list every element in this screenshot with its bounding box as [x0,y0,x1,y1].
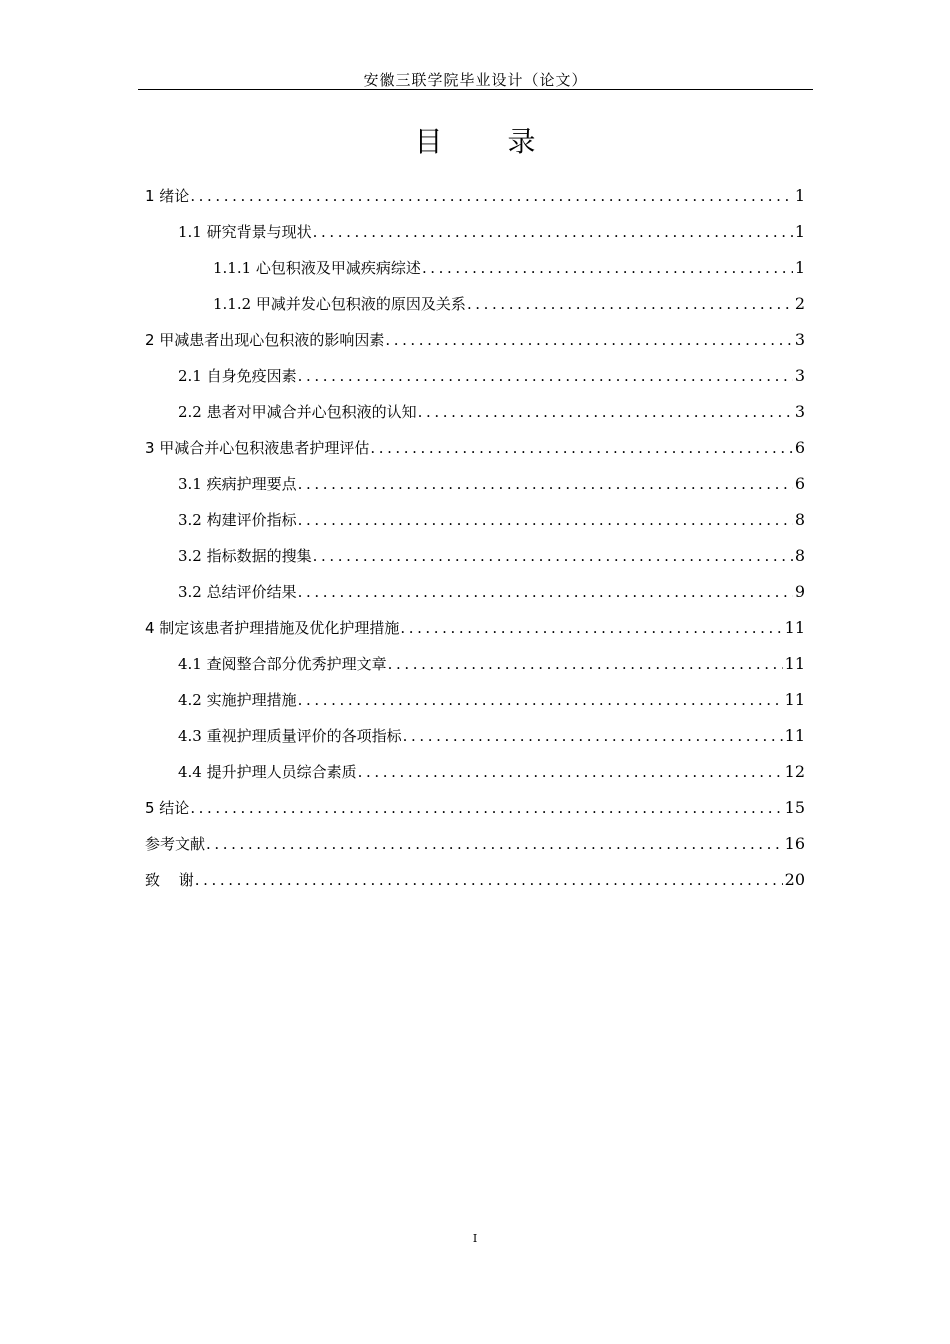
toc-entry-label: 5 结论 [145,799,190,817]
toc-dot-leader [298,366,793,386]
toc-dot-leader [195,870,783,890]
toc-entry-page: 11 [784,654,805,673]
toc-dot-leader [388,654,783,674]
toc-dot-leader [313,546,793,566]
toc-entry-label: 3.2 指标数据的搜集 [178,547,312,565]
toc-entry-page: 3 [794,366,805,385]
toc-entry-page: 6 [794,474,805,493]
page-number: I [472,1232,478,1245]
toc-dot-leader [358,762,783,782]
page-title: 目 录 [414,125,564,158]
toc-dot-leader [298,582,793,602]
toc-entry-label: 3 甲减合并心包积液患者护理评估 [145,439,370,457]
toc-entry-label: 3.1 疾病护理要点 [178,475,297,493]
toc-entry-page: 1 [794,222,805,241]
toc-entry[interactable] [145,830,805,854]
toc-entry[interactable] [178,470,805,494]
toc-dot-leader [400,618,782,638]
toc-entry[interactable] [213,290,805,314]
toc-entry-label: 1.1 研究背景与现状 [178,223,312,241]
toc-entry-page: 3 [794,330,805,349]
toc-dot-leader [206,834,783,854]
toc-entry-page: 1 [794,186,805,205]
toc-entry-label: 4.4 提升护理人员综合素质 [178,763,357,781]
toc-dot-leader [385,330,792,350]
toc-entry[interactable] [178,650,805,674]
toc-dot-leader [298,474,793,494]
toc-dot-leader [467,294,793,314]
toc-entry-label: 2 甲减患者出现心包积液的影响因素 [145,331,385,349]
toc-entry-label: 1 绪论 [145,187,190,205]
toc-entry-label: 1.1.1 心包积液及甲减疾病综述 [213,259,421,277]
toc-entry-label: 4.2 实施护理措施 [178,691,297,709]
toc-entry[interactable] [178,722,805,746]
toc-entry-page: 6 [794,438,805,457]
toc-entry[interactable] [145,434,805,458]
toc-entry[interactable] [178,398,805,422]
toc-entry[interactable] [178,218,805,242]
toc-dot-leader [298,510,793,530]
toc-entry-label: 2.1 自身免疫因素 [178,367,297,385]
toc-entry-page: 1 [794,258,805,277]
toc-entry[interactable] [178,542,805,566]
toc-entry-page: 9 [794,582,805,601]
toc-entry-page: 2 [794,294,805,313]
toc-entry-label: 4 制定该患者护理措施及优化护理措施 [145,619,400,637]
toc-entry[interactable] [178,578,805,602]
toc-entry-page: 20 [784,870,805,889]
toc-dot-leader [190,798,782,818]
toc-entry[interactable] [178,362,805,386]
toc-dot-leader [422,258,793,278]
toc-entry[interactable] [178,686,805,710]
toc-dot-leader [418,402,793,422]
toc-entry-label: 4.3 重视护理质量评价的各项指标 [178,727,402,745]
toc-dot-leader [298,690,783,710]
toc-entry[interactable] [145,794,805,818]
toc-entry-label: 致 谢 [145,871,194,889]
header-rule [138,89,813,90]
toc-entry-page: 16 [784,834,805,853]
toc-entry-page: 8 [794,510,805,529]
toc-entry[interactable] [145,182,805,206]
toc-dot-leader [190,186,793,206]
toc-entry-page: 11 [784,618,805,637]
running-header: 安徽三联学院毕业设计（论文） [363,71,588,89]
toc-entry-page: 3 [794,402,805,421]
toc-entry-page: 11 [784,726,805,745]
toc-entry[interactable] [213,254,805,278]
toc-entry-page: 12 [784,762,805,781]
toc-entry[interactable] [145,866,805,890]
toc-dot-leader [370,438,792,458]
toc-entry-page: 8 [794,546,805,565]
toc-entry[interactable] [145,326,805,350]
toc-entry-label: 4.1 查阅整合部分优秀护理文章 [178,655,387,673]
toc-entry-label: 1.1.2 甲减并发心包积液的原因及关系 [213,295,466,313]
toc-entry-page: 15 [784,798,805,817]
toc-dot-leader [313,222,793,242]
toc-entry[interactable] [178,506,805,530]
toc-entry[interactable] [145,614,805,638]
toc-entry-label: 2.2 患者对甲减合并心包积液的认知 [178,403,417,421]
toc-entry-label: 3.2 总结评价结果 [178,583,297,601]
toc-entry-page: 11 [784,690,805,709]
toc-entry[interactable] [178,758,805,782]
toc-entry-label: 参考文献 [145,835,206,853]
toc-entry-label: 3.2 构建评价指标 [178,511,297,529]
toc-dot-leader [403,726,783,746]
